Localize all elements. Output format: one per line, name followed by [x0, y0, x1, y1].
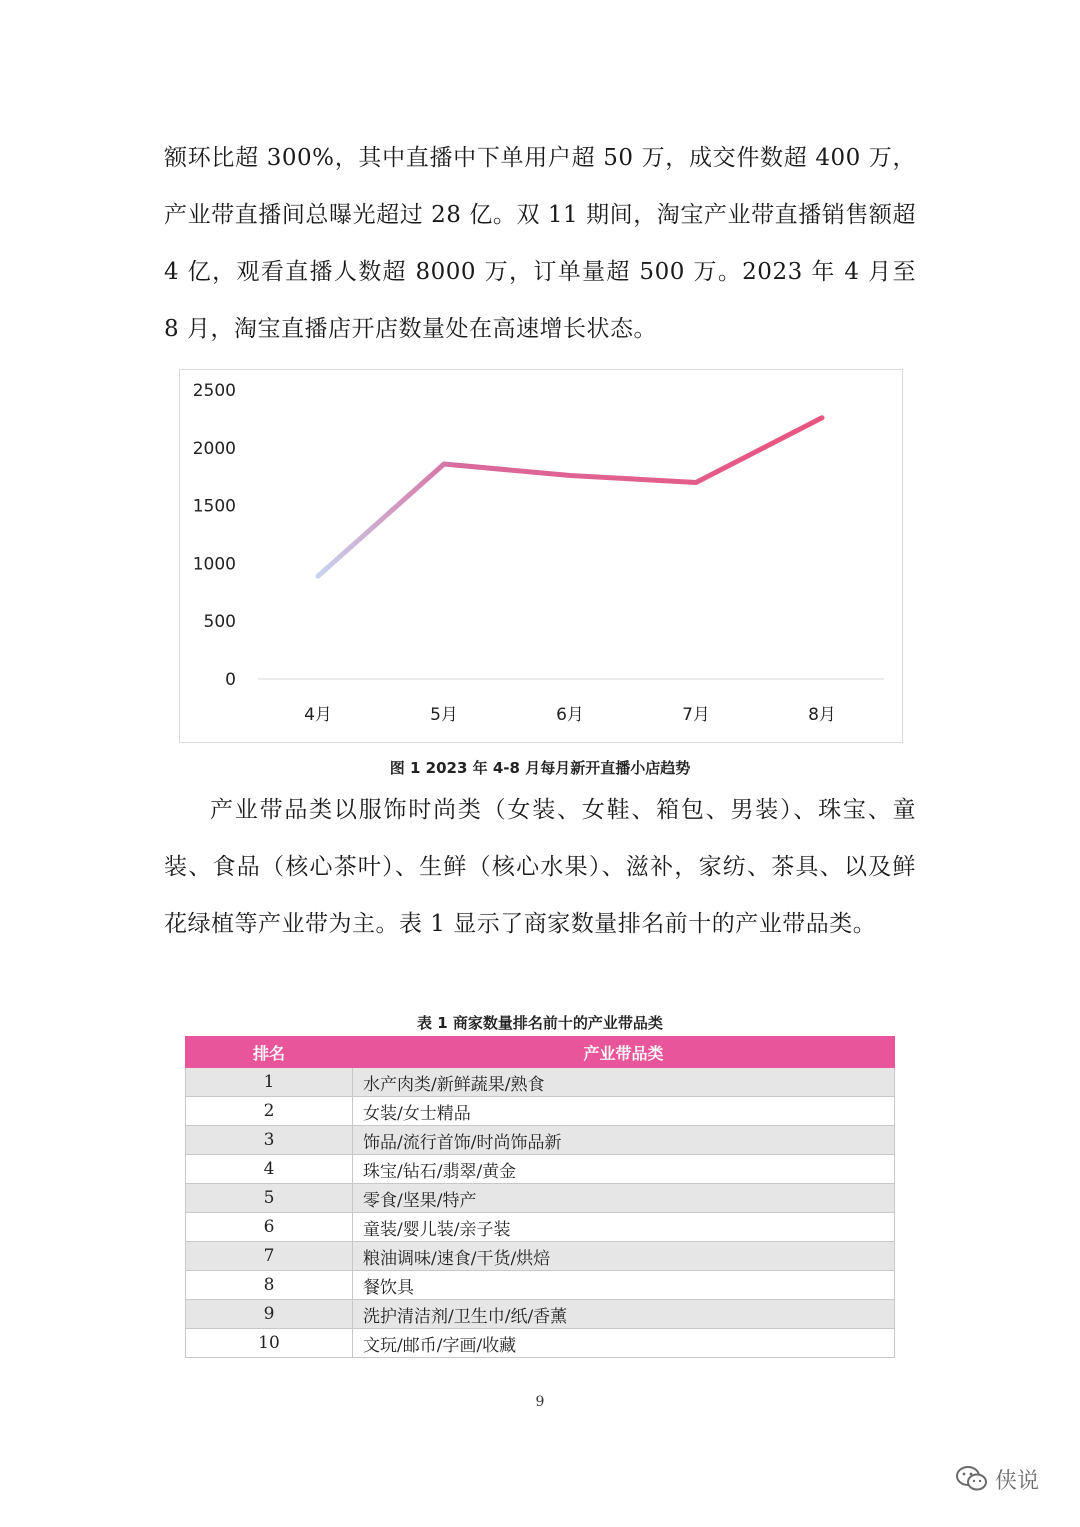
table-row: [186, 1213, 895, 1242]
category-cell: 餐饮具: [353, 1271, 895, 1300]
y-axis: [193, 381, 236, 690]
category-cell: 文玩/邮币/字画/收藏: [353, 1329, 895, 1358]
rank-cell: 8: [186, 1271, 353, 1300]
figure-caption: 图 1 2023 年 4-8 月每月新开直播小店趋势: [389, 759, 691, 777]
header-rank: 排名: [186, 1037, 353, 1068]
category-cell: 粮油调味/速食/干货/烘焙: [353, 1242, 895, 1271]
watermark: [955, 1462, 1039, 1496]
rank-cell: 3: [186, 1126, 353, 1155]
rank-cell: 6: [186, 1213, 353, 1242]
rank-cell: 1: [186, 1068, 353, 1097]
x-tick-label: 6月: [556, 705, 584, 725]
y-tick-label: 500: [203, 612, 236, 633]
table-row: [186, 1155, 895, 1184]
body-paragraph-2: 产业带品类以服饰时尚类（女装、女鞋、箱包、男装）、珠宝、童装、食品（核心茶叶）、生鲜（核心水果）、滋补，家纺、茶具、以及鲜花绿植等产业带为主。表 1 显示了商家数量排名前十的产业带品类。: [164, 797, 916, 937]
chart-svg: [180, 370, 902, 742]
series-line: [318, 418, 822, 576]
table-row: [186, 1184, 895, 1213]
page-number: 9: [535, 1394, 545, 1410]
table-row: [186, 1097, 895, 1126]
rank-cell: 9: [186, 1300, 353, 1329]
rank-cell: 4: [186, 1155, 353, 1184]
y-tick-label: 0: [225, 670, 236, 690]
category-cell: 童装/婴儿装/亲子装: [353, 1213, 895, 1242]
category-cell: 洗护清洁剂/卫生巾/纸/香薰: [353, 1300, 895, 1329]
header-category: 产业带品类: [353, 1037, 895, 1068]
category-cell: 零食/坚果/特产: [353, 1184, 895, 1213]
category-cell: 珠宝/钻石/翡翠/黄金: [353, 1155, 895, 1184]
ranking-table: [185, 1036, 895, 1358]
x-axis: [304, 705, 836, 725]
rank-cell: 7: [186, 1242, 353, 1271]
category-cell: 饰品/流行首饰/时尚饰品新: [353, 1126, 895, 1155]
x-tick-label: 5月: [430, 705, 458, 725]
table-row: [186, 1068, 895, 1097]
table-row: [186, 1300, 895, 1329]
y-tick-label: 1500: [192, 496, 236, 517]
rank-cell: 10: [186, 1329, 353, 1358]
y-tick-label: 1000: [192, 554, 236, 575]
y-tick-label: 2000: [192, 438, 236, 459]
body-paragraph-1: 额环比超 300%，其中直播中下单用户超 50 万，成交件数超 400 万，产业带直播间总曝光超过 28 亿。双 11 期间，淘宝产业带直播销售额超 4 亿，观看直播人数超 8000 万，订单量超 500 万。2023 年 4 月至 8 月，淘宝直播店开店数量处在高速增长状态。: [164, 145, 916, 342]
table-caption: 表 1 商家数量排名前十的产业带品类: [417, 1014, 663, 1032]
x-tick-label: 7月: [682, 705, 710, 725]
category-cell: 女装/女士精品: [353, 1097, 895, 1126]
rank-cell: 2: [186, 1097, 353, 1126]
wechat-icon: [955, 1464, 989, 1494]
x-tick-label: 8月: [808, 705, 836, 725]
table-row: [186, 1242, 895, 1271]
table-row: [186, 1126, 895, 1155]
y-tick-label: 2500: [192, 381, 236, 401]
table-header-row: [186, 1037, 895, 1068]
line-chart: [179, 369, 903, 743]
x-tick-label: 4月: [304, 705, 332, 725]
rank-cell: 5: [186, 1184, 353, 1213]
table-row: [186, 1271, 895, 1300]
watermark-text: 侠说: [995, 1468, 1040, 1494]
category-cell: 水产肉类/新鲜蔬果/熟食: [353, 1068, 895, 1097]
table-row: [186, 1329, 895, 1358]
